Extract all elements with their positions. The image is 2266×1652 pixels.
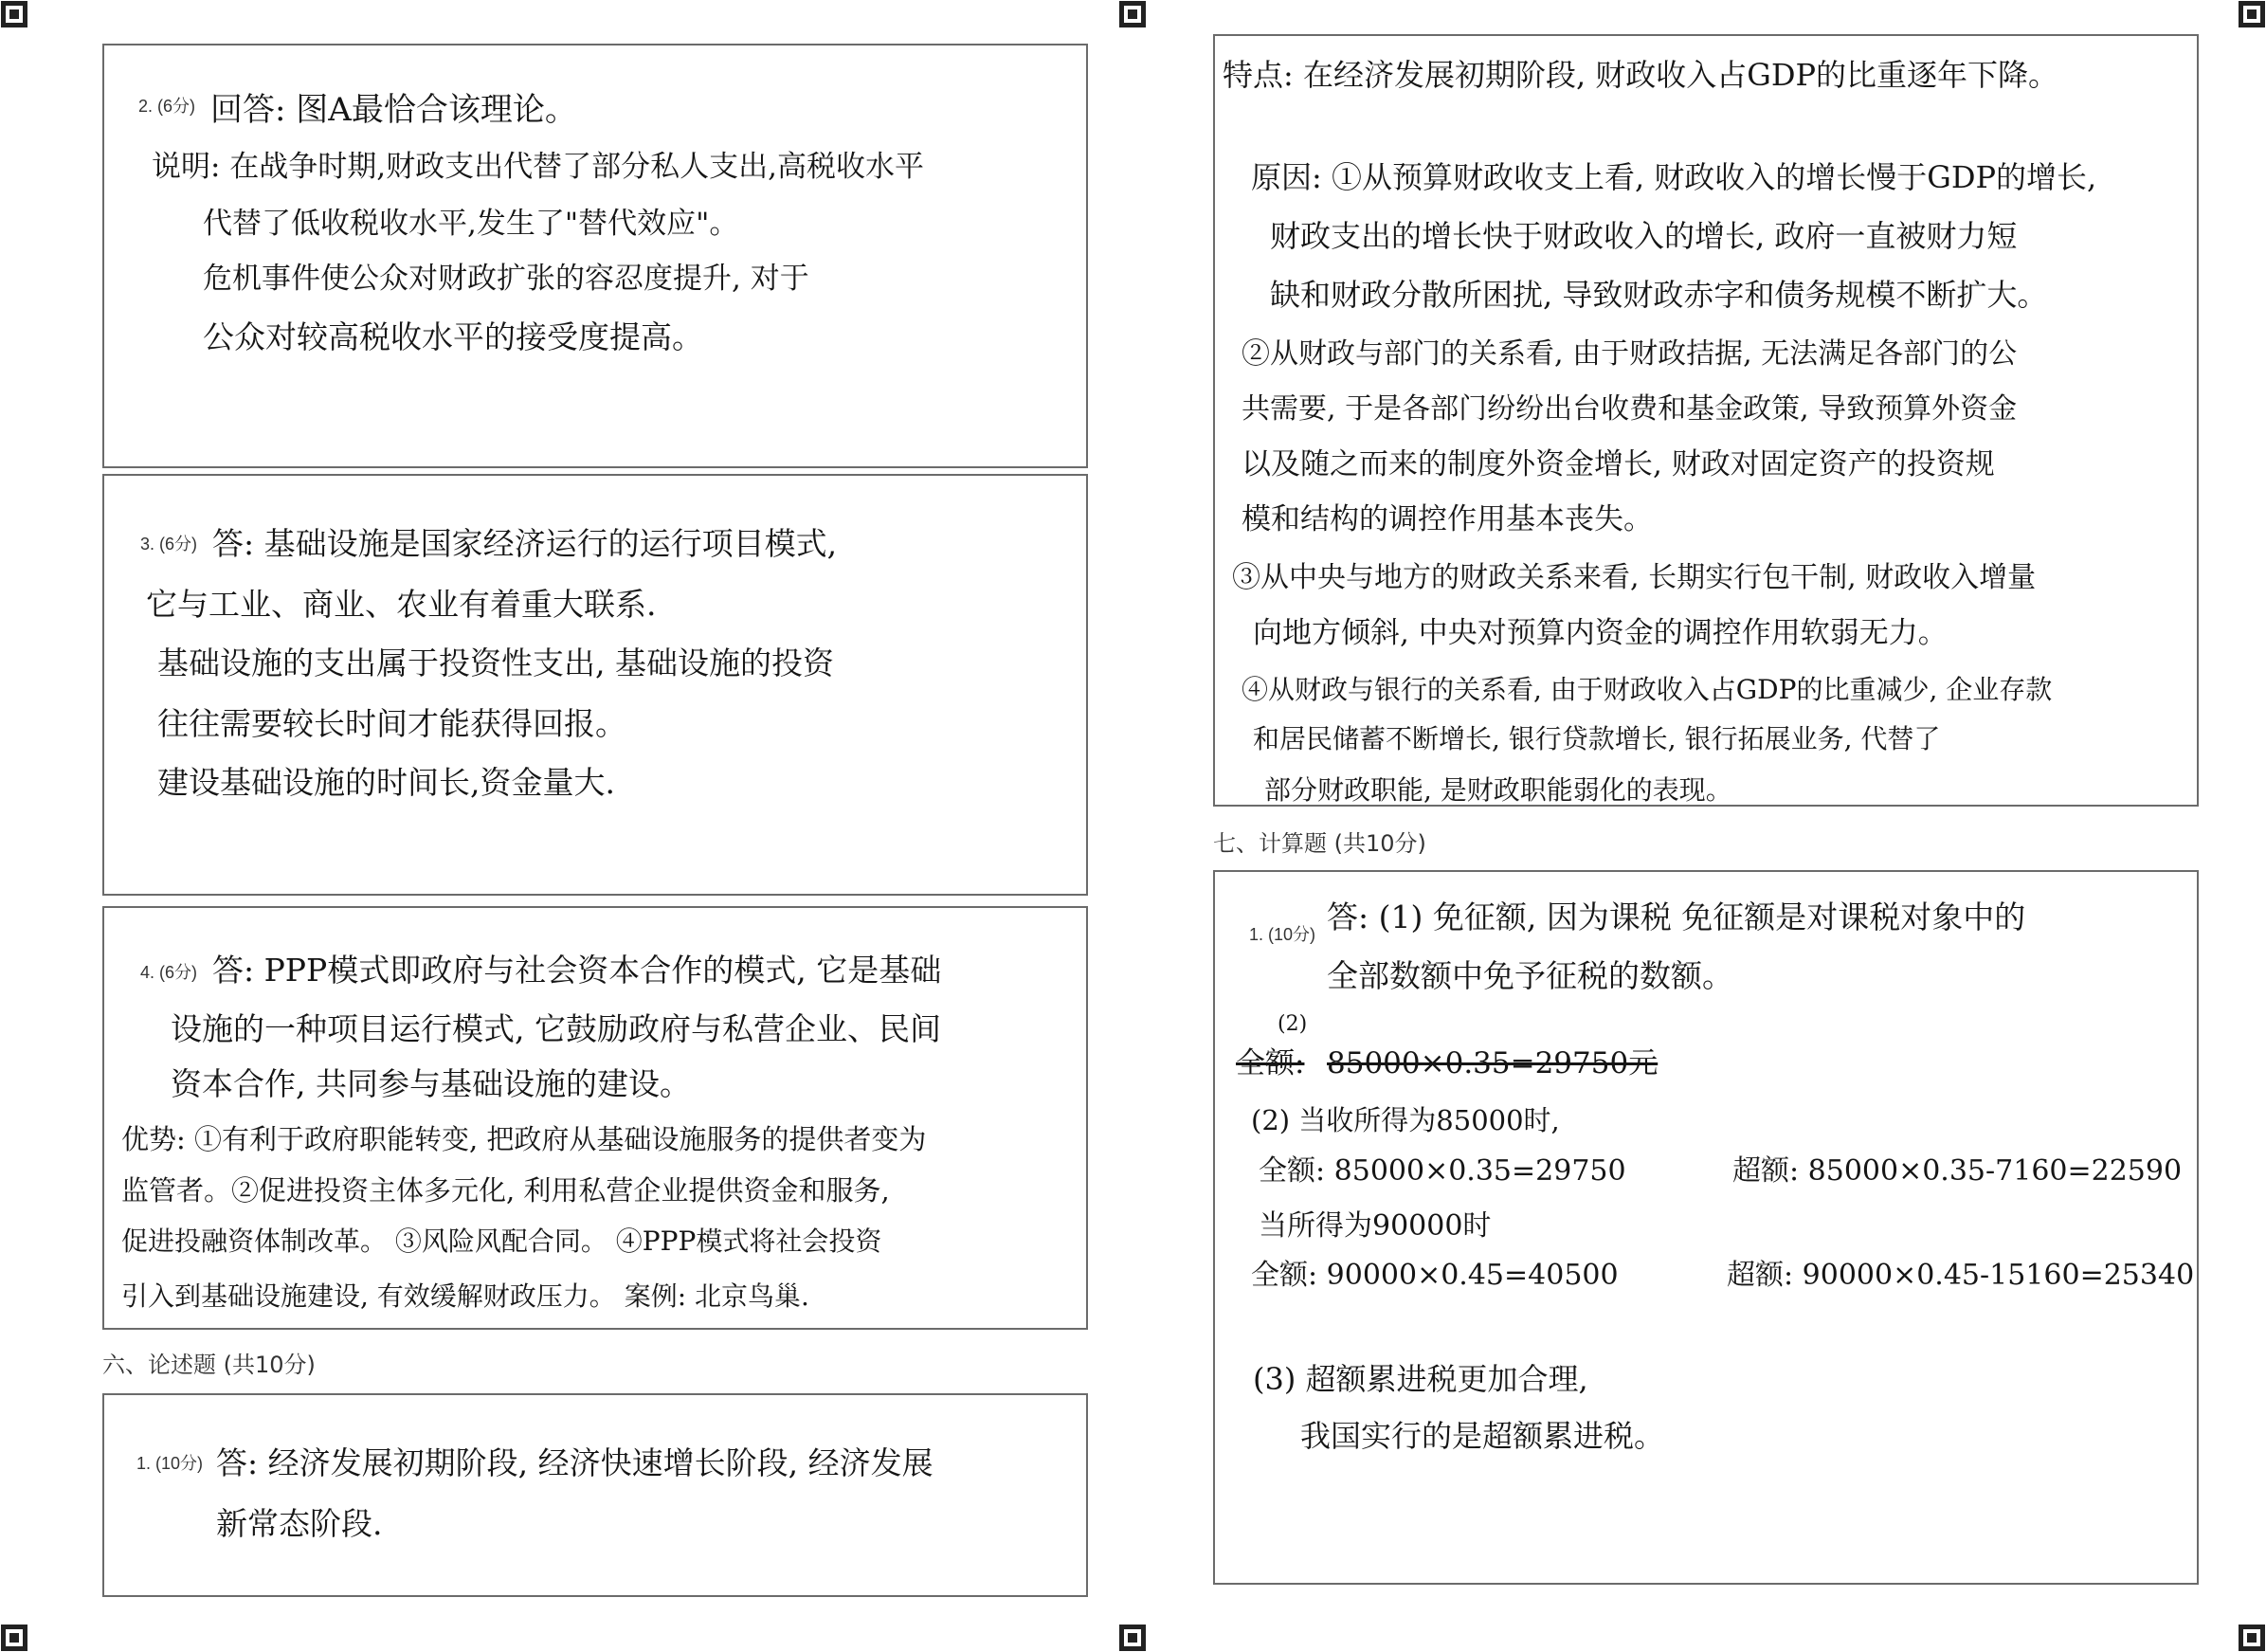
answer-line: 我国实行的是超额累进税。 xyxy=(1300,1418,1665,1454)
answer-line: 共需要, 于是各部门纷纷出台收费和基金政策, 导致预算外资金 xyxy=(1242,392,2018,426)
answer-line: 向地方倾斜, 中央对预算内资金的调控作用软弱无力。 xyxy=(1253,616,1948,650)
question-number: 1. (10分) xyxy=(1249,925,1316,944)
question-number: 1. (10分) xyxy=(136,1454,204,1473)
answer-line: 缺和财政分散所困扰, 导致财政赤字和债务规模不断扩大。 xyxy=(1270,277,2048,313)
corner-marker-top-center xyxy=(1118,0,1147,28)
answer-box-q2 xyxy=(102,44,1088,468)
answer-line: 部分财政职能, 是财政职能弱化的表现。 xyxy=(1264,774,1732,806)
question-number: 4. (6分) xyxy=(140,963,198,982)
answer-line: 答: 基础设施是国家经济运行的运行项目模式, xyxy=(212,525,838,562)
answer-line: 危机事件使公众对财政扩张的容忍度提升, 对于 xyxy=(203,262,809,296)
answer-line: 超额: 90000×0.45-15160=25340 xyxy=(1727,1259,2195,1292)
section-heading-calculation: 七、计算题 (共10分) xyxy=(1213,830,1426,857)
answer-box-q3 xyxy=(102,474,1088,896)
answer-line: 回答: 图A最恰合该理论。 xyxy=(210,91,577,129)
crossed-out-mark: (2) xyxy=(1278,1012,1308,1036)
answer-line: ④从财政与银行的关系看, 由于财政收入占GDP的比重减少, 企业存款 xyxy=(1242,674,2053,705)
answer-line: ②从财政与部门的关系看, 由于财政拮据, 无法满足各部门的公 xyxy=(1242,337,2018,371)
answer-box-q4 xyxy=(102,906,1088,1330)
answer-line: 超额: 85000×0.35-7160=22590 xyxy=(1732,1154,2183,1188)
answer-box-calculation xyxy=(1213,870,2199,1585)
answer-line: 特点: 在经济发展初期阶段, 财政收入占GDP的比重逐年下降。 xyxy=(1223,57,2059,93)
answer-line: 设施的一种项目运行模式, 它鼓励政府与私营企业、民间 xyxy=(171,1010,941,1047)
answer-line: 往往需要较长时间才能获得回报。 xyxy=(157,705,626,742)
answer-line: 和居民储蓄不断增长, 银行贷款增长, 银行拓展业务, 代替了 xyxy=(1253,723,1941,754)
answer-line: 模和结构的调控作用基本丧失。 xyxy=(1242,502,1653,536)
answer-line: 代替了低收税收水平,发生了"替代效应"。 xyxy=(203,207,739,241)
answer-box-essay-continued xyxy=(1213,34,2199,807)
crossed-out-label: 全额: xyxy=(1236,1046,1305,1080)
answer-line: 建设基础设施的时间长,资金量大. xyxy=(157,764,615,801)
answer-line: 监管者。②促进投资主体多元化, 利用私营企业提供资金和服务, xyxy=(121,1174,890,1207)
answer-line: (3) 超额累进税更加合理, xyxy=(1253,1361,1588,1397)
crossed-out-calculation: 85000×0.35=29750元 xyxy=(1327,1046,1659,1080)
question-number: 3. (6分) xyxy=(140,535,198,554)
answer-line: 全额: 90000×0.45=40500 xyxy=(1251,1259,1619,1292)
answer-line: 优势: ①有利于政府职能转变, 把政府从基础设施服务的提供者变为 xyxy=(121,1123,927,1155)
answer-line: 全额: 85000×0.35=29750 xyxy=(1259,1154,1626,1188)
answer-line: 引入到基础设施建设, 有效缓解财政压力。 案例: 北京鸟巢. xyxy=(121,1280,809,1312)
corner-marker-bottom-center xyxy=(1118,1624,1147,1652)
corner-marker-top-right xyxy=(2238,0,2266,28)
answer-line: 答: 经济发展初期阶段, 经济快速增长阶段, 经济发展 xyxy=(216,1444,934,1481)
answer-line: 资本合作, 共同参与基础设施的建设。 xyxy=(171,1065,691,1102)
answer-line: 新常态阶段. xyxy=(216,1505,383,1542)
answer-line: 全部数额中免予征税的数额。 xyxy=(1327,957,1733,994)
answer-line: 以及随之而来的制度外资金增长, 财政对固定资产的投资规 xyxy=(1242,447,1995,481)
answer-line: 说明: 在战争时期,财政支出代替了部分私人支出,高税收水平 xyxy=(152,150,925,184)
answer-line: 它与工业、商业、农业有着重大联系. xyxy=(146,586,657,623)
answer-box-essay xyxy=(102,1393,1088,1597)
corner-marker-top-left xyxy=(0,0,28,28)
answer-line: ③从中央与地方的财政关系来看, 长期实行包干制, 财政收入增量 xyxy=(1232,561,2037,594)
answer-line: 财政支出的增长快于财政收入的增长, 政府一直被财力短 xyxy=(1270,218,2018,254)
answer-line: (2) 当收所得为85000时, xyxy=(1251,1104,1560,1136)
corner-marker-bottom-right xyxy=(2238,1624,2266,1652)
answer-line: 当所得为90000时 xyxy=(1259,1209,1492,1243)
answer-line: 促进投融资体制改革。 ③风险风配合同。 ④PPP模式将社会投资 xyxy=(121,1225,882,1257)
section-heading-essay: 六、论述题 (共10分) xyxy=(102,1352,316,1378)
answer-line: 基础设施的支出属于投资性支出, 基础设施的投资 xyxy=(157,644,834,681)
question-number: 2. (6分) xyxy=(138,97,196,116)
answer-line: 原因: ①从预算财政收支上看, 财政收入的增长慢于GDP的增长, xyxy=(1251,159,2097,195)
corner-marker-bottom-left xyxy=(0,1624,28,1652)
answer-line: 答: (1) 免征额, 因为课税 免征额是对课税对象中的 xyxy=(1327,899,2026,935)
answer-line: 公众对较高税收水平的接受度提高。 xyxy=(203,318,703,355)
answer-line: 答: PPP模式即政府与社会资本合作的模式, 它是基础 xyxy=(212,952,942,989)
